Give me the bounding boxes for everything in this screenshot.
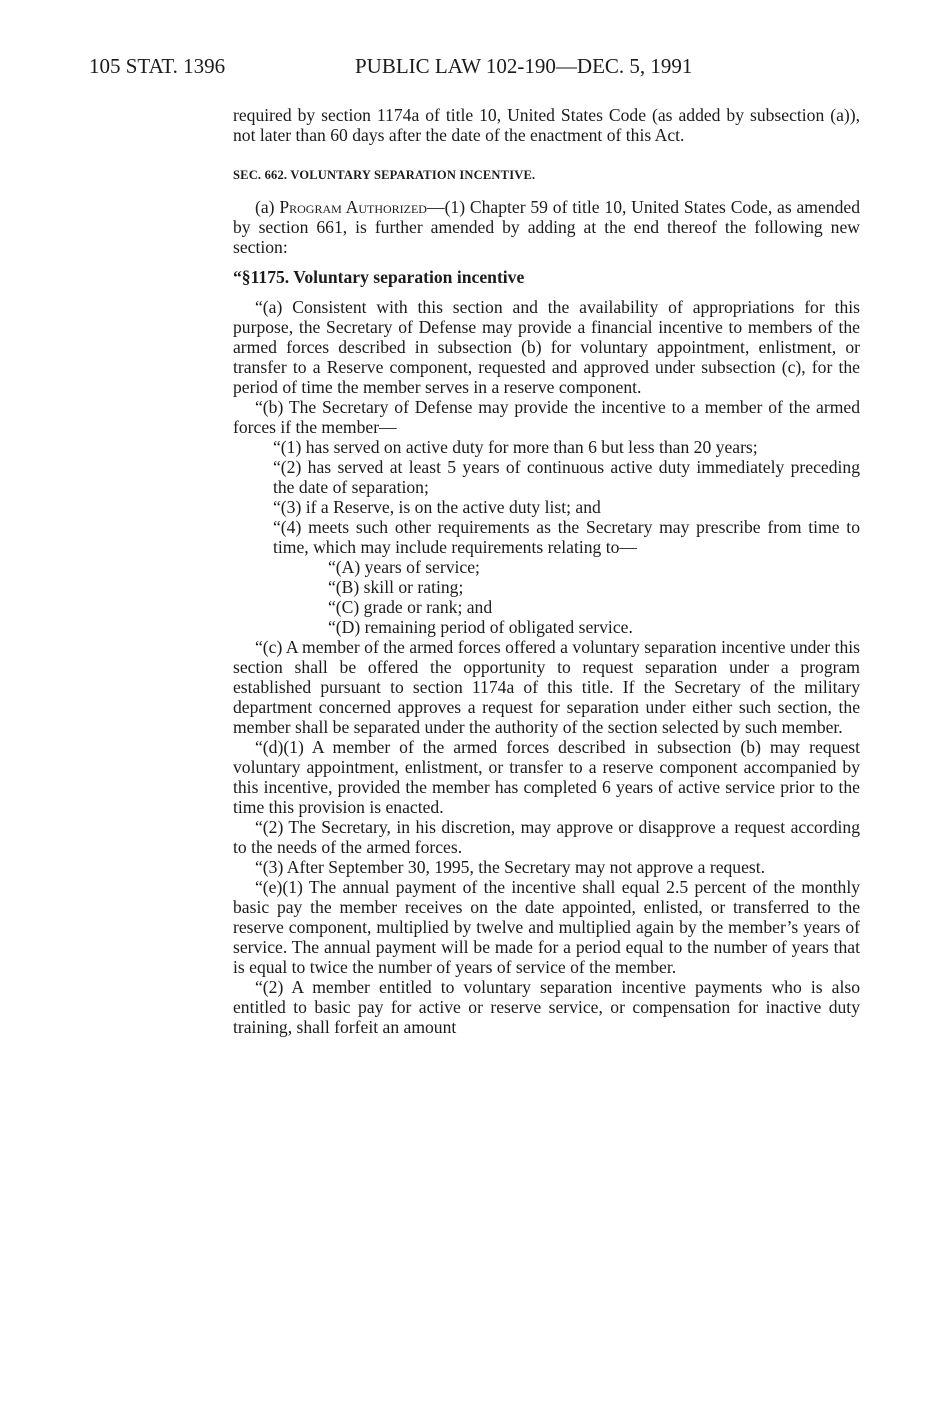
paragraph-b3: “(3) if a Reserve, is on the active duty list; and bbox=[273, 497, 601, 517]
paragraph-b4-B: “(B) skill or rating; bbox=[328, 577, 464, 597]
paragraph-e1: “(e)(1) The annual payment of the incentive shall equal 2.5 percent of the monthly basic pay the member receives on the date appointed, enlisted, or transferred to the reserve component, multiplied by twelve and multiplied again by the member’s years of service. The annual payment will be made for a period equal to the number of years that is equal to twice the number of years of service of the member. bbox=[233, 877, 860, 977]
page-header bbox=[0, 54, 946, 84]
paragraph-d2: “(2) The Secretary, in his discretion, may approve or disapprove a request according to the needs of the armed forces. bbox=[233, 817, 860, 857]
subsection-a-paragraph bbox=[233, 197, 860, 257]
new-section-title: “§1175. Voluntary separation incentive bbox=[233, 267, 525, 287]
paragraph-b4-A: “(A) years of service; bbox=[328, 557, 480, 577]
paragraph-d1: “(d)(1) A member of the armed forces described in subsection (b) may request voluntary appointment, enlistment, or transfer to a reserve component accompanied by this incentive, provided the member has completed 6 years of active service prior to the time this provision is enacted. bbox=[233, 737, 860, 817]
page-body bbox=[233, 105, 860, 1037]
statute-page-number: 105 STAT. 1396 bbox=[89, 54, 226, 78]
subsection-a-text: —(1) Chapter 59 of title 10, United States Code, as amended by section 661, is further amended by adding at the end thereof the following new section: bbox=[233, 197, 860, 257]
paragraph-b4-C: “(C) grade or rank; and bbox=[328, 597, 493, 617]
paragraph-b4-D: “(D) remaining period of obligated service. bbox=[328, 617, 633, 637]
paragraph-b2: “(2) has served at least 5 years of continuous active duty immediately preceding the date of separation; bbox=[273, 457, 860, 497]
paragraph-b1: “(1) has served on active duty for more than 6 but less than 20 years; bbox=[273, 437, 758, 457]
paragraph-b4: “(4) meets such other requirements as the Secretary may prescribe from time to time, which may include requirements relating to— bbox=[273, 517, 860, 557]
subsection-a-caption: Program Authorized bbox=[279, 197, 427, 217]
paragraph-b: “(b) The Secretary of Defense may provide the incentive to a member of the armed forces if the member— bbox=[233, 397, 860, 437]
paragraph-c: “(c) A member of the armed forces offered a voluntary separation incentive under this section shall be offered the opportunity to request separation under a program established pursuant to section 1174a of this title. If the Secretary of the military department concerned approves a request for separation under either such section, the member shall be separated under the authority of the section selected by such member. bbox=[233, 637, 860, 737]
intro-paragraph: required by section 1174a of title 10, United States Code (as added by subsection (a)), not later than 60 days after the date of the enactment of this Act. bbox=[233, 105, 860, 145]
subsection-a-label: (a) bbox=[255, 197, 280, 217]
paragraph-a: “(a) Consistent with this section and the availability of appropriations for this purpose, the Secretary of Defense may provide a financial incentive to members of the armed forces described in subsection (b) for voluntary appointment, enlistment, or transfer to a Reserve component, requested and approved under subsection (c), for the period of time the member serves in a reserve component. bbox=[233, 297, 860, 397]
running-title: PUBLIC LAW 102-190—DEC. 5, 1991 bbox=[355, 54, 693, 78]
paragraph-e2: “(2) A member entitled to voluntary separation incentive payments who is also entitled to basic pay for active or reserve service, or compensation for inactive duty training, shall forfeit an amount bbox=[233, 977, 860, 1037]
paragraph-d3: “(3) After September 30, 1995, the Secretary may not approve a request. bbox=[255, 857, 766, 877]
section-heading: SEC. 662. VOLUNTARY SEPARATION INCENTIVE. bbox=[233, 168, 536, 182]
